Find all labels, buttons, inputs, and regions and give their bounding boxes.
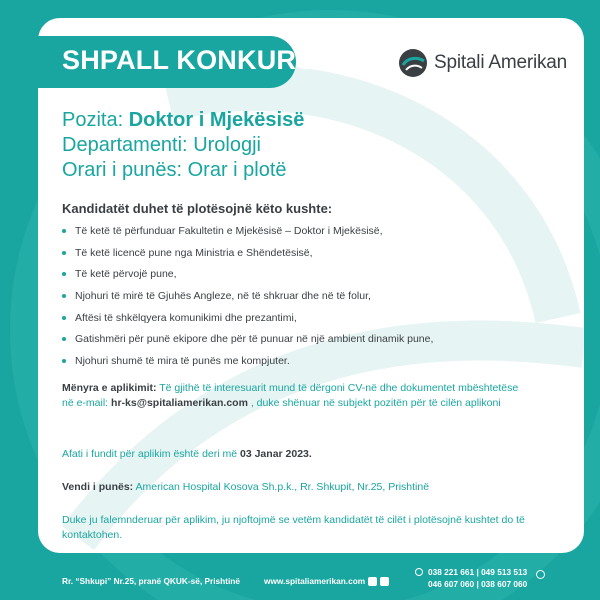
footer	[0, 553, 600, 600]
website-link[interactable]: www.spitaliamerikan.com	[264, 576, 366, 586]
footer-phones	[415, 566, 527, 590]
list-item: Të ketë të përfunduar Fakultetin e Mjekësisë – Doktor i Mjekësisë,	[62, 225, 562, 237]
deadline: Afati i fundit për aplikim është deri më 03 Janar 2023.	[62, 448, 312, 460]
logo-icon	[398, 48, 428, 78]
requirements-list	[62, 225, 562, 367]
orari-label: Orari i punës:	[62, 159, 183, 181]
phone-line-1: 038 221 661 | 049 513 513	[428, 567, 528, 577]
logo-text: Spitali Amerikan	[434, 52, 568, 73]
email-link[interactable]: hr-ks@spitaliamerikan.com	[111, 397, 248, 409]
phone-icon	[415, 568, 423, 576]
pozita-label: Pozita:	[62, 109, 124, 131]
bullet-icon	[62, 272, 66, 276]
work-location: Vendi i punës: American Hospital Kosova Sh.p.k., Rr. Shkupit, Nr.25, Prishtinë	[62, 481, 430, 493]
list-item: Të ketë licencë pune nga Ministria e Shëndetësisë,	[62, 247, 562, 259]
page-title: SHPALL KONKURS	[62, 45, 315, 75]
deadline-date: 03 Janar 2023.	[240, 448, 312, 460]
pozita-value: Doktor i Mjekësisë	[128, 109, 305, 131]
list-item: Njohuri të mirë të Gjuhës Angleze, në të shkruar dhe në të folur,	[62, 290, 562, 302]
bullet-icon	[62, 251, 66, 255]
position-details	[62, 108, 304, 183]
hospital-logo	[398, 48, 567, 78]
footer-address: Rr. “Shkupi” Nr.25, pranë QKUK-së, Prishtinë	[62, 576, 240, 586]
footer-website	[264, 576, 389, 586]
apply-label: Mënyra e aplikimit:	[62, 382, 157, 394]
bullet-icon	[62, 316, 66, 320]
facebook-icon[interactable]	[368, 577, 377, 586]
list-item: Të ketë përvojë pune,	[62, 268, 562, 280]
requirements-section	[62, 201, 562, 377]
requirements-heading: Kandidatët duhet të plotësojnë këto kushte:	[62, 201, 333, 216]
place-label: Vendi i punës:	[62, 481, 134, 493]
list-item: Gatishmëri për punë ekipore dhe për të punuar në një ambient dinamik pune,	[62, 333, 562, 345]
closing-note: Duke ju falemnderuar për aplikim, ju njoftojmë se vetëm kandidatët të cilët i plotësojnë kushtet do të kontaktohen.	[62, 514, 525, 541]
list-item: Aftësi të shkëlqyera komunikimi dhe prezantimi,	[62, 312, 562, 324]
orari-value: Orar i plotë	[187, 159, 287, 181]
bullet-icon	[62, 359, 66, 363]
dept-label: Departamenti:	[62, 134, 188, 156]
bullet-icon	[62, 294, 66, 298]
phone-line-2: 046 607 060 | 038 607 060	[428, 579, 528, 589]
instagram-icon[interactable]	[380, 577, 389, 586]
application-method: Mënyra e aplikimit: Të gjithë të interesuarit mund të dërgoni CV-në dhe dokumentet mbështetëse në e-mail: hr-ks@spitaliamerikan.com , duke shënuar në subjekt pozitën për të cilën aplikoni	[62, 382, 519, 409]
dept-value: Urologji	[193, 134, 261, 156]
bullet-icon	[62, 229, 66, 233]
list-item: Njohuri shumë të mira të punës me kompjuter.	[62, 355, 562, 367]
bullet-icon	[62, 337, 66, 341]
whatsapp-icon	[536, 570, 545, 579]
